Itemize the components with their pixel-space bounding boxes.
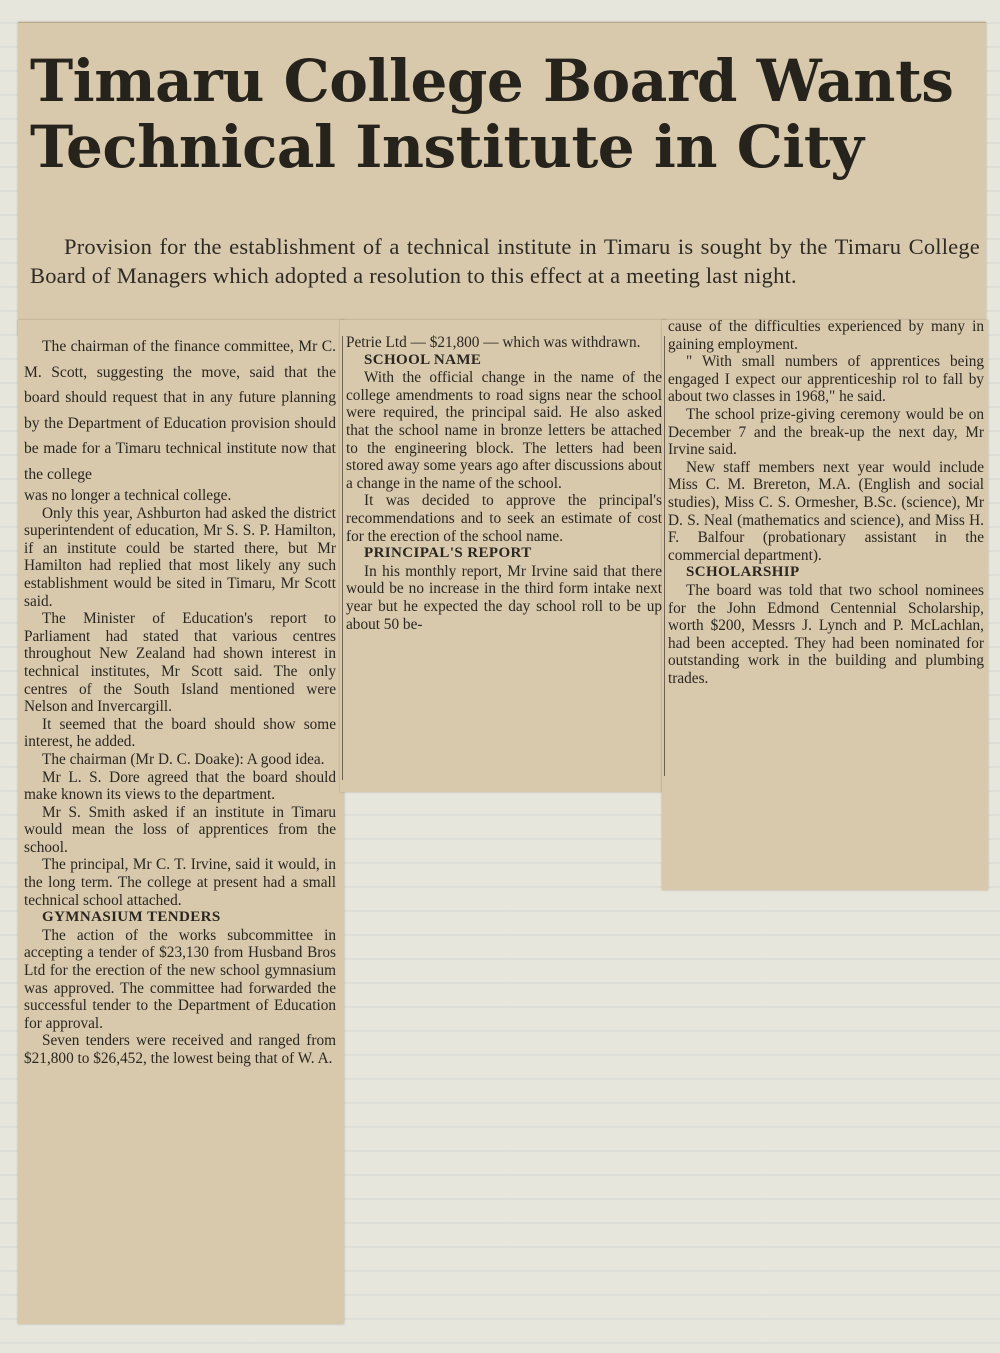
subheading-scholarship: SCHOLARSHIP bbox=[686, 564, 800, 581]
paragraph: The chairman (Mr D. C. Doake): A good idea. bbox=[42, 750, 325, 768]
paragraph: The board was told that two school nominees for the John Edmond Centennial Scholarship, worth $200, Messrs J. Lynch and P. McLachlan, had been accepted. They had been nominated for outstanding work in the building and plumbing trades. bbox=[668, 581, 984, 687]
paragraph: Petrie Ltd — $21,800 — which was withdrawn. bbox=[346, 334, 641, 351]
article-column-1 bbox=[24, 334, 336, 1068]
subheading-school-name: SCHOOL NAME bbox=[364, 351, 482, 368]
paragraph: The action of the works subcommittee in accepting a tender of $23,130 from Husband Bros Ltd for the erection of the new school gymnasium was approved. The committee had forwarded the successful tender to the Department of Education for approval. bbox=[24, 926, 336, 1032]
paragraph: The Minister of Education's report to Parliament had stated that various centres throughout New Zealand had shown interest in technical institutes, Mr Scott said. The only centres of the South Island mentioned were Nelson and Invercargill. bbox=[24, 610, 336, 716]
paragraph: cause of the difficulties experienced by many in gaining employment. bbox=[668, 318, 984, 353]
paragraph: The school prize-giving ceremony would be on December 7 and the break-up the next day, Mr Irvine said. bbox=[668, 405, 984, 459]
headline bbox=[30, 48, 990, 180]
paragraph: With the official change in the name of the college amendments to road signs near the school were required, the principal said. He also asked that the school name in bronze letters be attached to the engineering block. The letters had been stored away some years ago after discussions about a change in the name of the school. bbox=[346, 369, 662, 492]
paragraph: Mr S. Smith asked if an institute in Timaru would mean the loss of apprentices from the school. bbox=[24, 803, 336, 856]
paragraph: New staff members next year would include Miss C. M. Brereton, M.A. (English and social studies), Miss C. S. Ormesher, B.Sc. (science), Mr D. S. Neal (mathematics and science), and Miss H. F. Balfour (probationary assistant in the commercial department). bbox=[668, 458, 984, 564]
paragraph: Only this year, Ashburton had asked the district superintendent of education, Mr S. S. P. Hamilton, if an institute could be started there, but Mr Hamilton had replied that most likely any such establishment would be sited in Timaru, Mr Scott said. bbox=[24, 504, 336, 610]
paragraph: Seven tenders were received and ranged from $21,800 to $26,452, the lowest being that of W. A. bbox=[24, 1032, 336, 1067]
paragraph: The chairman of the finance committee, Mr C. M. Scott, suggesting the move, said that the board should request that in any future planning by the Department of Education provision should be made for a Timaru technical institute now that the college bbox=[24, 338, 336, 483]
paragraph: It was decided to approve the principal's recommendations and to seek an estimate of cost for the erection of the school name. bbox=[346, 492, 662, 545]
paragraph: Mr L. S. Dore agreed that the board should make known its views to the department. bbox=[24, 768, 336, 804]
article-column-3 bbox=[668, 318, 984, 687]
paragraph: The principal, Mr C. T. Irvine, said it would, in the long term. The college at present had a small technical school attached. bbox=[24, 856, 336, 909]
headline-line-2: Technical Institute in City bbox=[30, 113, 864, 181]
headline-line-1: Timaru College Board Wants bbox=[30, 47, 954, 115]
subheading-principals-report: PRINCIPAL'S REPORT bbox=[364, 545, 532, 562]
standfirst: Provision for the establishment of a technical institute in Timaru is sought by the Timaru College Board of Managers which adopted a resolution to this effect at a meeting last night. bbox=[30, 234, 980, 288]
article-column-2 bbox=[346, 334, 662, 633]
paragraph: " With small numbers of apprentices being engaged I expect our apprenticeship rol to fall by about two classes in 1968," he said. bbox=[668, 353, 984, 406]
column-rule-2 bbox=[664, 336, 665, 776]
paragraph: It seemed that the board should show some interest, he added. bbox=[24, 715, 336, 751]
paragraph: In his monthly report, Mr Irvine said that there would be no increase in the third form intake next year but he expected the day school roll to be up about 50 be- bbox=[346, 562, 662, 633]
subheading-gymnasium-tenders: GYMNASIUM TENDERS bbox=[42, 909, 221, 926]
column-rule-1 bbox=[342, 336, 343, 780]
paragraph: was no longer a technical college. bbox=[24, 487, 232, 504]
